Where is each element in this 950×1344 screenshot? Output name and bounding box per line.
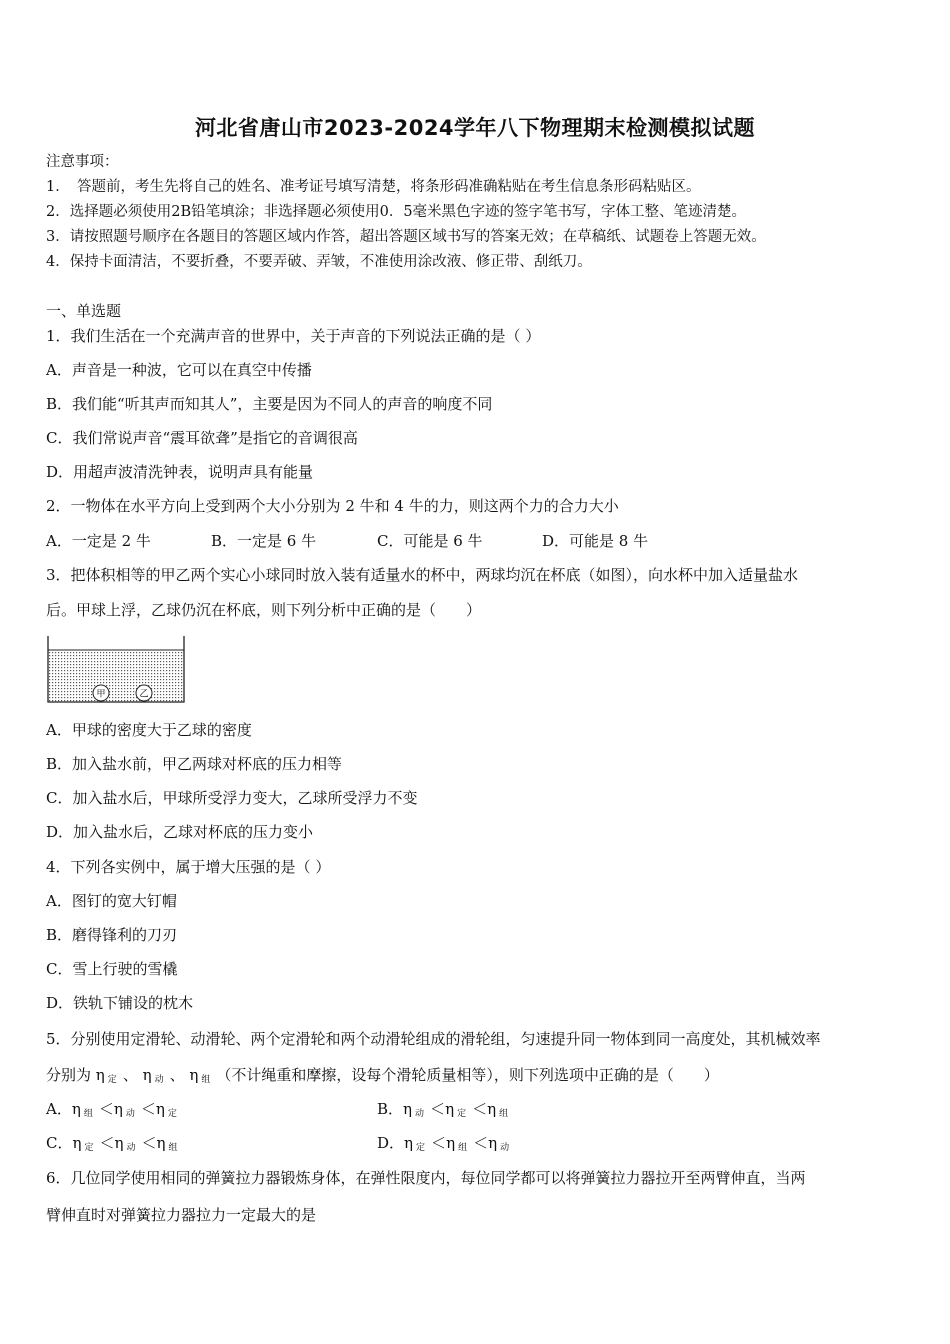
q5-stem-line1: 5．分别使用定滑轮、动滑轮、两个定滑轮和两个动滑轮组成的滑轮组，匀速提升同一物体到同一高度处，其机械效率 xyxy=(46,1030,821,1048)
q5-stem-line2: 分别为 η 定 、 η 动 、 η 组 （不计绳重和摩擦，设每个滑轮质量相等），则下列选项中正确的是（ ） xyxy=(46,1066,719,1085)
q5-option-d: D．η 定 ＜η 组 ＜η 动 xyxy=(377,1134,510,1153)
q4-option-c: C．雪上行驶的雪橇 xyxy=(46,960,178,978)
q5-option-c: C．η 定 ＜η 动 ＜η 组 xyxy=(46,1134,178,1153)
q3-stem-line2: 后。甲球上浮，乙球仍沉在杯底，则下列分析中正确的是（ ） xyxy=(46,601,482,619)
q1-option-d: D．用超声波清洗钟表，说明声具有能量 xyxy=(46,463,314,481)
q6-stem-line2: 臂伸直时对弹簧拉力器拉力一定最大的是 xyxy=(46,1206,317,1224)
q4-option-a: A．图钉的宽大钉帽 xyxy=(46,892,177,910)
q2-option-b: B．一定是 6 牛 xyxy=(211,532,317,550)
q5-option-a: A．η 组 ＜η 动 ＜η 定 xyxy=(46,1100,177,1119)
water-fill xyxy=(48,650,184,702)
sub-dong: 动 xyxy=(154,1075,164,1085)
ball-jia-label: 甲 xyxy=(96,689,106,700)
q3-stem-line1: 3．把体积相等的甲乙两个实心小球同时放入装有适量水的杯中，两球均沉在杯底（如图），向水杯中加入适量盐水 xyxy=(46,566,799,584)
q4-option-b: B．磨得锋利的刀刃 xyxy=(46,926,178,944)
q4-option-d: D．铁轨下铺设的枕木 xyxy=(46,994,194,1012)
notice-item-3: 3．请按照题号顺序在各题目的答题区域内作答，超出答题区域书写的答案无效；在草稿纸、试题卷上答题无效。 xyxy=(46,229,766,245)
q3-option-c: C．加入盐水后，甲球所受浮力变大，乙球所受浮力不变 xyxy=(46,789,418,807)
q5-option-b: B．η 动 ＜η 定 ＜η 组 xyxy=(377,1100,509,1119)
q5-prefix: 分别为 xyxy=(46,1066,92,1084)
q2-stem: 2．一物体在水平方向上受到两个大小分别为 2 牛和 4 牛的力，则这两个力的合力大小 xyxy=(46,497,619,515)
sub-ding: 定 xyxy=(107,1075,117,1085)
q3-option-d: D．加入盐水后，乙球对杯底的压力变小 xyxy=(46,823,314,841)
sub-zu: 组 xyxy=(201,1075,211,1085)
q2-option-a: A．一定是 2 牛 xyxy=(46,532,151,550)
q4-stem: 4．下列各实例中，属于增大压强的是（ ） xyxy=(46,858,331,876)
notice-item-4: 4．保持卡面清洁，不要折叠，不要弄破、弄皱，不准使用涂改液、修正带、刮纸刀。 xyxy=(46,254,592,270)
notice-heading: 注意事项： xyxy=(46,154,119,170)
q5-suffix: （不计绳重和摩擦，设每个滑轮质量相等），则下列选项中正确的是（ ） xyxy=(216,1066,719,1084)
q6-stem-line1: 6．几位同学使用相同的弹簧拉力器锻炼身体，在弹性限度内，每位同学都可以将弹簧拉力器拉开至两臂伸直，当两 xyxy=(46,1169,806,1187)
q2-option-d: D．可能是 8 牛 xyxy=(542,532,649,550)
q3-option-a: A．甲球的密度大于乙球的密度 xyxy=(46,721,252,739)
notice-item-2: 2．选择题必须使用2B铅笔填涂；非选择题必须使用0．5毫米黑色字迹的签字笔书写，字体工整、笔迹清楚。 xyxy=(46,204,747,220)
q3-option-b: B．加入盐水前，甲乙两球对杯底的压力相等 xyxy=(46,755,343,773)
page-title: 河北省唐山市2023-2024学年八下物理期末检测模拟试题 xyxy=(194,116,756,140)
q1-option-a: A．声音是一种波，它可以在真空中传播 xyxy=(46,361,312,379)
eta-symbol: η xyxy=(142,1066,152,1084)
eta-symbol: η xyxy=(95,1066,105,1084)
q1-stem: 1．我们生活在一个充满声音的世界中，关于声音的下列说法正确的是（ ） xyxy=(46,327,541,345)
section-heading: 一、单选题 xyxy=(46,302,122,320)
notice-item-1: 1． 答题前，考生先将自己的姓名、准考证号填写清楚，将条形码准确粘贴在考生信息条形码粘贴区。 xyxy=(46,179,701,195)
q1-option-c: C．我们常说声音“震耳欲聋”是指它的音调很高 xyxy=(46,429,358,447)
cup-with-balls-figure xyxy=(46,634,188,706)
q2-option-c: C．可能是 6 牛 xyxy=(377,532,483,550)
q1-option-b: B．我们能“听其声而知其人”，主要是因为不同人的声音的响度不同 xyxy=(46,395,493,413)
eta-symbol: η xyxy=(189,1066,199,1084)
ball-yi-label: 乙 xyxy=(139,689,149,700)
